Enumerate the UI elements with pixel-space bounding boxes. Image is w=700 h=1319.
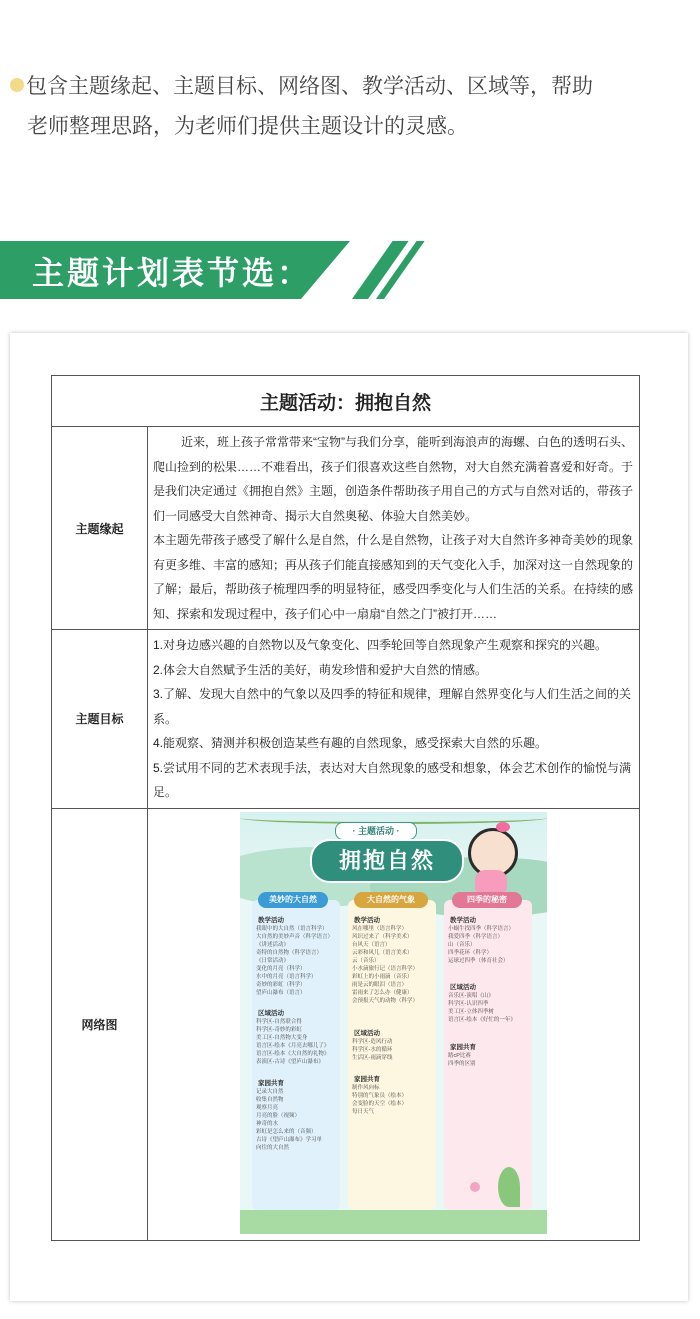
section-items: 音乐区-演唱《山》 科学区-认识四季 美工区-立体四季树 语言区-绘本《好忙的一年》: [448, 992, 516, 1023]
section-title: 区域活动: [354, 1029, 380, 1037]
intro-line-1: 包含主题缘起、主题目标、网络图、教学活动、区域等，帮助: [26, 74, 593, 98]
bow-icon: [496, 822, 510, 832]
section-items: 踏cP比赛 四季的区别: [448, 1052, 476, 1067]
row-label-goals: 主题目标: [52, 630, 148, 809]
row-label-origin: 主题缘起: [52, 427, 148, 630]
column-header: 美妙的大自然: [258, 892, 328, 908]
section-items: 记录大自然 收集自然物 观察月亮 月亮的脸（视频） 神奇的水 彩虹是怎么来的（音频） 古诗《望庐山瀑布》学习单 向往的大自然: [256, 1088, 323, 1151]
section-banner: [0, 241, 410, 299]
section-items: 我眼中的大自然（语言科学） 大自然的美妙声音（科学语言） 《讲述活动》 奇特的自然物（科学语言） 《日常活动》 变化的月亮（科学） 水中的月亮（语言科学） 奇妙的彩虹（科学） 望庐山瀑布（语言）: [256, 925, 334, 996]
goal-item: 3.了解、发现大自然中的气象以及四季的特征和规律，理解自然界变化与人们生活之间的关系。: [153, 687, 632, 726]
section-items: 制作风向标 特别的气象员（绘本） 会变脸的天空（绘本） 每日天气: [352, 1084, 408, 1115]
column-header: 四季的秘密: [452, 892, 522, 908]
section-title: 区域活动: [258, 1009, 284, 1017]
table-title: 主题活动：拥抱自然: [52, 376, 640, 427]
row-content-goals: [148, 630, 640, 809]
girl-body-icon: [475, 870, 507, 892]
poster-title: 拥抱自然: [310, 839, 464, 883]
row-content-network: [148, 808, 640, 1240]
goal-item: 1.对身边感兴趣的自然物以及气象变化、四季轮回等自然现象产生观察和探究的兴趣。: [153, 638, 608, 652]
table-row: [52, 427, 640, 630]
section-title: 家园共育: [450, 1043, 476, 1051]
goal-item: 2.体会大自然赋予生活的美好，萌发珍惜和爱护大自然的情感。: [153, 662, 488, 677]
section-title: 家园共育: [258, 1079, 284, 1087]
section-items: 科学区-造风行动 科学区-水的循环 生活区-雨滴穿线: [352, 1038, 393, 1061]
row-content-origin: [148, 427, 640, 630]
intro-text: [10, 66, 690, 146]
leaf-icon: [498, 1167, 520, 1207]
goal-item: 5.尝试用不同的艺术表现手法，表达对大自然现象的感受和想象，体会艺术创作的愉悦与满足。: [153, 760, 632, 799]
plan-table: [51, 375, 640, 1241]
banner-title: 主题计划表节选：: [32, 254, 313, 292]
section-title: 家园共育: [354, 1075, 380, 1083]
table-row: [52, 808, 640, 1240]
table-row: [52, 630, 640, 809]
poster-ground: [240, 1210, 547, 1234]
poster-subtitle: · 主题活动 ·: [335, 822, 417, 840]
section-items: 小蜗牛找四季（科学语言） 我爱四季（科学语言） 山（音乐） 四季花环（科学） 运球过四季（体育社会）: [448, 925, 515, 964]
section-items: 风在哪里（语言科学） 风识过来了（科学美术） 台风天（语言） 云彩和风儿（语言美术） 云（音乐） 小水滴旅行记（语言科学） 彩虹上的小雨滴（音乐） 雨是云的眼泪（语言） 雷雨来了怎么办（健康） 会预报天气的动物（科学）: [352, 925, 419, 1004]
network-diagram-poster: [240, 812, 547, 1234]
origin-paragraph-1: 近来，班上孩子常常带来“宝物”与我们分享，能听到海浪声的海螺、白色的透明石头、爬山捡到的松果……不难看出，孩子们很喜欢这些自然物，对大自然充满着喜爱和好奇。于是我们决定通过《拥抱自然》主题，创造条件帮助孩子用自己的方式与自然对话的，带孩子们一同感受大自然神奇、揭示大自然奥秘、体验大自然美妙。: [153, 435, 634, 523]
section-title: 区域活动: [450, 983, 476, 991]
column-header: 大自然的气象: [354, 892, 428, 908]
section-title: 教学活动: [258, 916, 284, 924]
row-label-network: 网络图: [52, 808, 148, 1240]
section-items: 科学区-自然联合得 科学区-奇妙的彩虹 美工区-自然物大变身 语言区-绘本《月亮去哪儿了》 语言区-绘本《大自然的礼物》 表演区-古诗《望庐山瀑布》: [256, 1018, 330, 1065]
section-title: 教学活动: [354, 916, 380, 924]
flower-icon: [470, 1182, 480, 1192]
bullet-dot-icon: [10, 78, 24, 92]
section-title: 教学活动: [450, 916, 476, 924]
goal-item: 4.能观察、猜测并积极创造某些有趣的自然现象，感受探索大自然的乐趣。: [153, 736, 548, 750]
intro-line-2: 老师整理思路，为老师们提供主题设计的灵感。: [27, 114, 468, 138]
origin-paragraph-2: 本主题先带孩子感受了解什么是自然，什么是自然物，让孩子对大自然许多神奇美妙的现象有更多维、丰富的感知；再从孩子们能直接感知到的天气变化入手，加深对这一自然现象的了解；最后，帮助孩子梳理四季的明显特征，感受四季变化与人们生活的关系。在持续的感知、探索和发现过程中，孩子们心中一扇扇“自然之门”被打开……: [153, 533, 634, 621]
